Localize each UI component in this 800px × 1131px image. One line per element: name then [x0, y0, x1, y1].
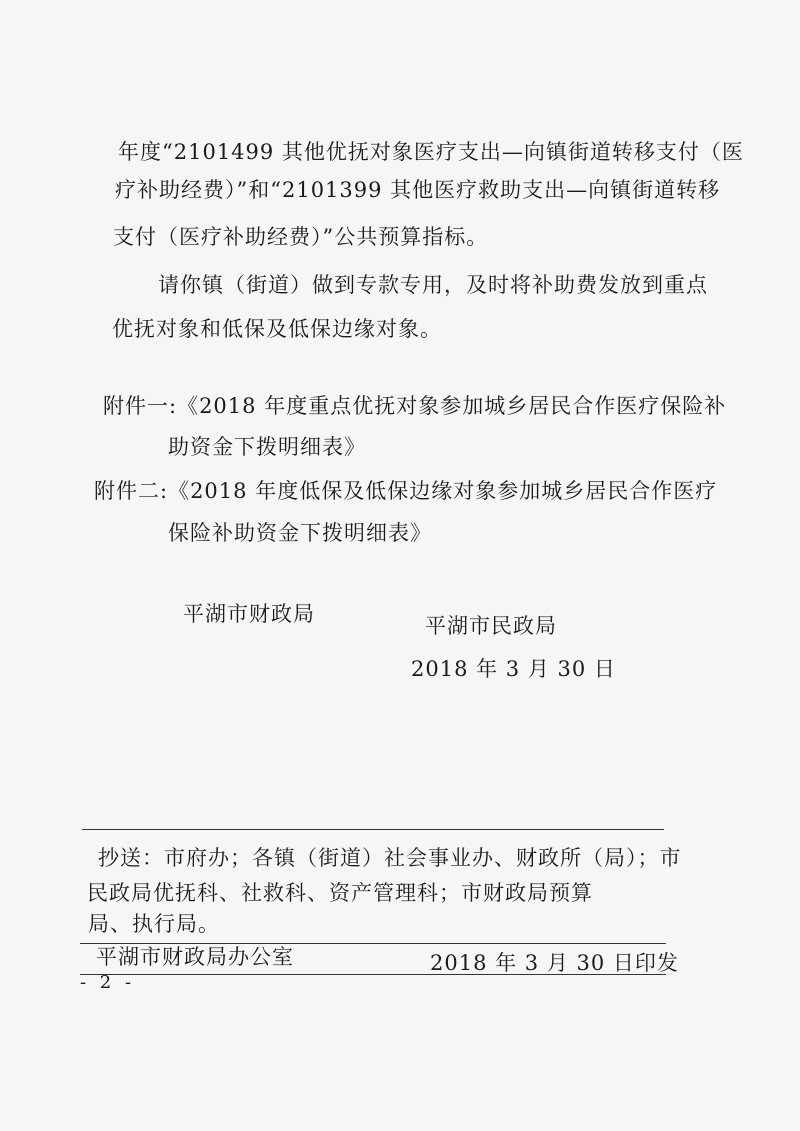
cc-top-rule	[82, 829, 664, 830]
body-paragraph-1-line-3: 支付（医疗补助经费）”公共预算指标。	[113, 225, 489, 249]
attachment-2-line-2: 保险补助资金下拨明细表》	[168, 521, 432, 545]
attachment-1-line-2: 助资金下拨明细表》	[168, 435, 366, 459]
body-paragraph-1-line-1: 年度“2101499 其他优抚对象医疗支出—向镇街道转移支付（医	[118, 140, 744, 164]
footer-issuer: 平湖市财政局办公室	[96, 945, 294, 969]
footer-bottom-rule	[80, 974, 666, 975]
body-paragraph-2-line-2: 优抚对象和低保及低保边缘对象。	[112, 317, 442, 341]
body-paragraph-1-line-2: 疗补助经费）”和“2101399 其他医疗救助支出—向镇街道转移	[115, 178, 721, 202]
cc-line-2: 民政局优抚科、社救科、资产管理科；市财政局预算	[87, 881, 593, 905]
footer-print-date: 2018 年 3 月 30 日印发	[430, 951, 679, 975]
signature-date: 2018 年 3 月 30 日	[411, 657, 616, 681]
cc-line-1: 抄送：市府办；各镇（街道）社会事业办、财政所（局）；市	[98, 846, 682, 870]
attachment-1-line-1: 附件一:《2018 年度重点优抚对象参加城乡居民合作医疗保险补	[103, 394, 727, 418]
cc-line-3: 局、执行局。	[88, 912, 220, 936]
body-paragraph-2-line-1: 请你镇（街道）做到专款专用，及时将补助费发放到重点	[158, 273, 708, 297]
attachment-2-line-1: 附件二:《2018 年度低保及低保边缘对象参加城乡居民合作医疗	[94, 479, 718, 503]
signature-civil-affairs-bureau: 平湖市民政局	[425, 614, 557, 638]
signature-finance-bureau: 平湖市财政局	[183, 602, 315, 626]
page-number: - 2 -	[80, 972, 136, 993]
